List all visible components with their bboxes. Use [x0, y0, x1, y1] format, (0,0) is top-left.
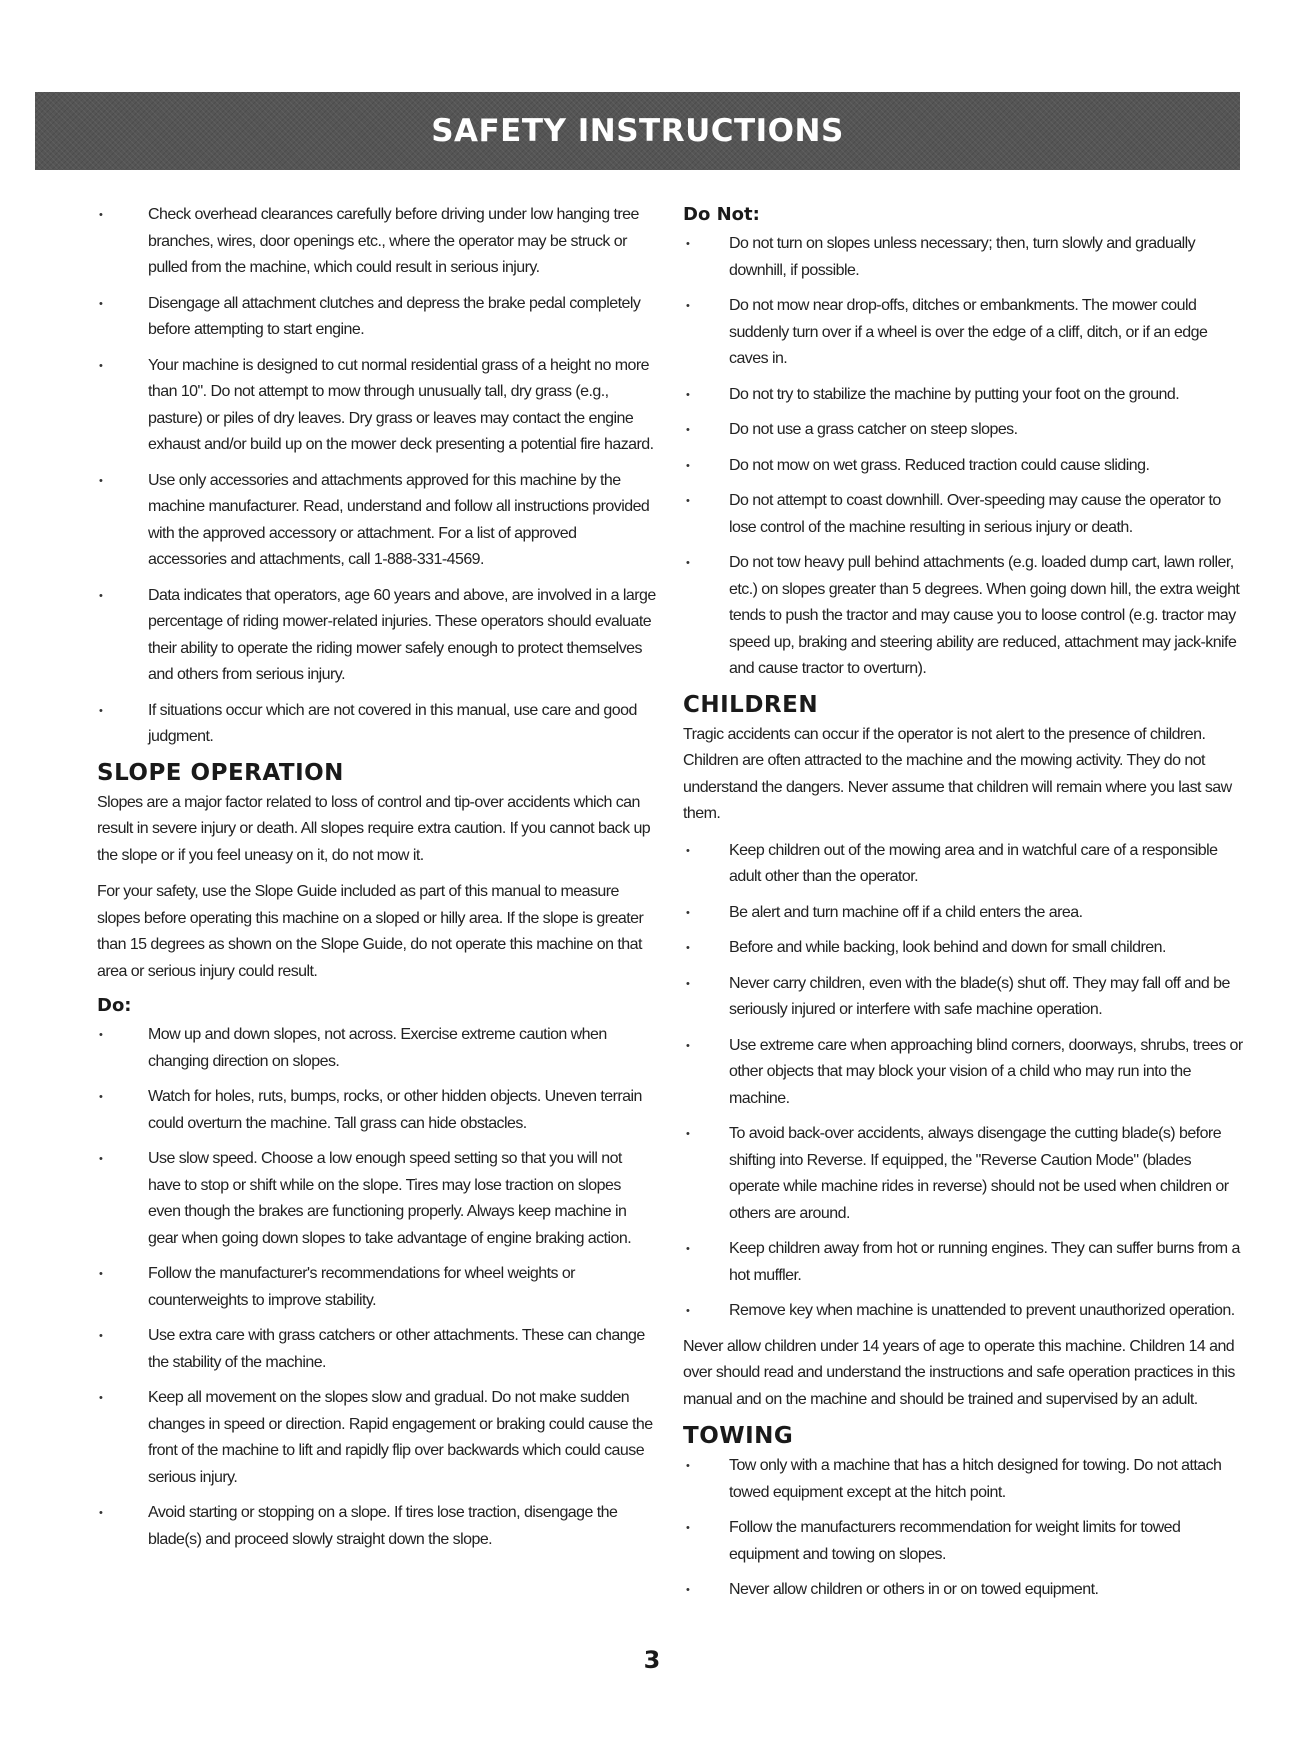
do-not-heading: Do Not: [683, 204, 760, 225]
do-not-bullet-list [683, 231, 1243, 683]
list-item: • Keep children away from hot or running engines. They can suffer burns from a hot muffler. [683, 1236, 1243, 1289]
list-item: • Before and while backing, look behind and down for small children. [683, 935, 1243, 962]
list-item: • Check overhead clearances carefully before driving under low hanging tree branches, wires, door openings etc., where the operator may be struck or pulled from the machine, which could result in serious injury. [97, 202, 657, 282]
do-heading: Do: [97, 995, 132, 1016]
list-item: • Do not try to stabilize the machine by putting your foot on the ground. [683, 382, 1243, 409]
page-title: SAFETY INSTRUCTIONS [431, 113, 844, 149]
children-bullet-list [683, 838, 1243, 1325]
towing-heading: TOWING [683, 1423, 794, 1449]
children-heading: CHILDREN [683, 691, 819, 718]
list-item: • Do not mow near drop-offs, ditches or embankments. The mower could suddenly turn over if a wheel is over the edge of a cliff, ditch, or if an edge caves in. [683, 293, 1243, 373]
slope-paragraph: Slopes are a major factor related to loss of control and tip-over accidents which can result in severe injury or death. All slopes require extra caution. If you cannot back up the slope or if you feel uneasy on it, do not mow it. [97, 793, 651, 864]
right-column [683, 200, 1243, 1613]
list-item: • Never allow children or others in or on towed equipment. [683, 1577, 1243, 1604]
list-item: • Be alert and turn machine off if a child enters the area. [683, 900, 1243, 927]
list-item: • Tow only with a machine that has a hitch designed for towing. Do not attach towed equipment except at the hitch point. [683, 1453, 1243, 1506]
list-item: • Do not mow on wet grass. Reduced traction could cause sliding. [683, 453, 1243, 480]
list-item: • Your machine is designed to cut normal residential grass of a height no more than 10". Do not attempt to mow through unusually tall, dry grass (e.g., pasture) or piles of dry leaves. Dry grass or leaves may contact the engine exhaust and/or build up on the mower deck presenting a potential fire hazard. [97, 353, 657, 459]
list-item: • Remove key when machine is unattended to prevent unauthorized operation. [683, 1298, 1243, 1325]
list-item: • Keep all movement on the slopes slow and gradual. Do not make sudden changes in speed or direction. Rapid engagement or braking could cause the front of the machine to lift and rapidly flip over backwards which could cause serious injury. [97, 1385, 657, 1491]
slope-guide-paragraph: For your safety, use the Slope Guide included as part of this manual to measure slopes before operating this machine on a sloped or hilly area. If the slope is greater than 15 degrees as shown on the Slope Guide, do not operate this machine on that area or serious injury could result. [97, 883, 644, 980]
children-paragraph: Tragic accidents can occur if the operator is not alert to the presence of children. Children are often attracted to the machine and the mowing activity. They do not understand the dangers. Never assume that children will remain where you last saw them. [683, 725, 1232, 822]
list-item: • Data indicates that operators, age 60 years and above, are involved in a large percentage of riding mower-related injuries. These operators should evaluate their ability to operate the riding mower safely enough to protect themselves and others from serious injury. [97, 583, 657, 689]
left-column [97, 202, 657, 1562]
list-item: • Do not attempt to coast downhill. Over-speeding may cause the operator to lose control of the machine resulting in serious injury or death. [683, 488, 1243, 541]
page-number: 3 [643, 1646, 661, 1674]
list-item: • Avoid starting or stopping on a slope. If tires lose traction, disengage the blade(s) and proceed slowly straight down the slope. [97, 1500, 657, 1553]
list-item: • Do not tow heavy pull behind attachments (e.g. loaded dump cart, lawn roller, etc.) on slopes greater than 5 degrees. When going down hill, the extra weight tends to push the tractor and may cause you to loose control (e.g. tractor may speed up, braking and steering ability are reduced, attachment may jack-knife and cause tractor to overturn). [683, 550, 1243, 683]
list-item: • Follow the manufacturer's recommendations for wheel weights or counterweights to improve stability. [97, 1261, 657, 1314]
list-item: • Follow the manufacturers recommendation for weight limits for towed equipment and towing on slopes. [683, 1515, 1243, 1568]
list-item: • To avoid back-over accidents, always disengage the cutting blade(s) before shifting into Reverse. If equipped, the "Reverse Caution Mode" (blades operate while machine rides in reverse) should not be used when children or others are around. [683, 1121, 1243, 1227]
header-banner [35, 92, 1240, 170]
list-item: • Watch for holes, ruts, bumps, rocks, or other hidden objects. Uneven terrain could overturn the machine. Tall grass can hide obstacles. [97, 1084, 657, 1137]
list-item: • Never carry children, even with the blade(s) shut off. They may fall off and be seriously injured or interfere with safe machine operation. [683, 971, 1243, 1024]
list-item: • Use extra care with grass catchers or other attachments. These can change the stability of the machine. [97, 1323, 657, 1376]
do-bullet-list [97, 1022, 657, 1553]
slope-operation-heading: SLOPE OPERATION [97, 759, 344, 786]
list-item: • Do not use a grass catcher on steep slopes. [683, 417, 1243, 444]
list-item: • Mow up and down slopes, not across. Exercise extreme caution when changing direction on slopes. [97, 1022, 657, 1075]
children-age-paragraph: Never allow children under 14 years of age to operate this machine. Children 14 and over should read and understand the instructions and safe operation practices in this manual and on the machine and should be trained and supervised by an adult. [683, 1337, 1235, 1408]
towing-bullet-list [683, 1453, 1243, 1604]
list-item: • Use extreme care when approaching blind corners, doorways, shrubs, trees or other objects that may block your vision of a child who may run into the machine. [683, 1033, 1243, 1113]
list-item: • Do not turn on slopes unless necessary; then, turn slowly and gradually downhill, if possible. [683, 231, 1243, 284]
list-item: • Use slow speed. Choose a low enough speed setting so that you will not have to stop or shift while on the slope. Tires may lose traction on slopes even though the brakes are functioning properly. Always keep machine in gear when going down slopes to take advantage of engine braking action. [97, 1146, 657, 1252]
list-item: • Disengage all attachment clutches and depress the brake pedal completely before attempting to start engine. [97, 291, 657, 344]
list-item: • Use only accessories and attachments approved for this machine by the machine manufacturer. Read, understand and follow all instructions provided with the approved accessory or attachment. For a list of approved accessories and attachments, call 1-888-331-4569. [97, 468, 657, 574]
list-item: • If situations occur which are not covered in this manual, use care and good judgment. [97, 698, 657, 751]
list-item: • Keep children out of the mowing area and in watchful care of a responsible adult other than the operator. [683, 838, 1243, 891]
intro-bullet-list [97, 202, 657, 751]
